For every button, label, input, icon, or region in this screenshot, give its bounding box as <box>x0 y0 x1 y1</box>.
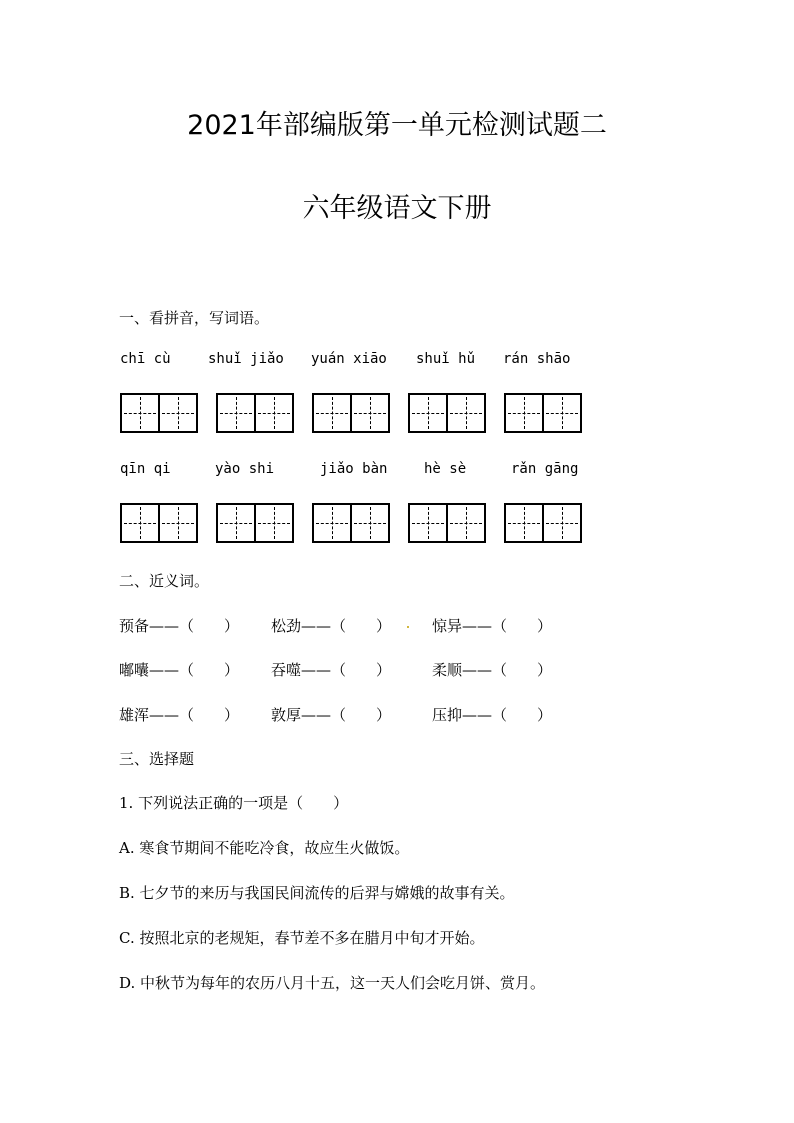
writing-cell[interactable] <box>314 505 350 541</box>
writing-grid[interactable] <box>312 503 390 543</box>
writing-grid[interactable] <box>504 503 582 543</box>
writing-cell[interactable] <box>218 505 254 541</box>
writing-grid[interactable] <box>408 503 486 543</box>
synonym-item: 吞噬——（ ） <box>271 661 392 679</box>
writing-cell[interactable] <box>254 395 292 431</box>
pinyin-label: qīn qi <box>120 461 171 477</box>
writing-cell[interactable] <box>350 395 388 431</box>
writing-cell[interactable] <box>158 505 196 541</box>
writing-grid[interactable] <box>216 393 294 433</box>
writing-cell[interactable] <box>446 505 484 541</box>
writing-cell[interactable] <box>254 505 292 541</box>
writing-grid[interactable] <box>120 503 198 543</box>
writing-cell[interactable] <box>122 395 158 431</box>
pinyin-label: shuǐ hǔ <box>416 351 476 367</box>
writing-grid[interactable] <box>504 393 582 433</box>
writing-cell[interactable] <box>314 395 350 431</box>
writing-grid[interactable] <box>312 393 390 433</box>
question-text: 1. 下列说法正确的一项是（ ） <box>119 794 349 812</box>
pinyin-label: jiǎo bàn <box>320 461 388 477</box>
writing-cell[interactable] <box>506 505 542 541</box>
pinyin-label: rán shāo <box>503 351 571 367</box>
writing-cell[interactable] <box>410 395 446 431</box>
writing-grid[interactable] <box>408 393 486 433</box>
section3-heading: 三、选择题 <box>119 750 195 768</box>
writing-cell[interactable] <box>158 395 196 431</box>
writing-grid[interactable] <box>216 503 294 543</box>
synonym-item: 雄浑——（ ） <box>119 706 240 724</box>
option-a: A. 寒食节期间不能吃冷食，故应生火做饭。 <box>119 839 410 857</box>
writing-cell[interactable] <box>350 505 388 541</box>
writing-cell[interactable] <box>410 505 446 541</box>
pinyin-label: rǎn gāng <box>511 461 579 477</box>
document-subtitle: 六年级语文下册 <box>302 193 492 224</box>
synonym-item: 敦厚——（ ） <box>271 706 392 724</box>
writing-cell[interactable] <box>122 505 158 541</box>
synonym-item: 松劲——（ ） <box>271 617 392 635</box>
writing-cell[interactable] <box>506 395 542 431</box>
pinyin-label: shuǐ jiǎo <box>208 351 284 367</box>
option-d: D. 中秋节为每年的农历八月十五，这一天人们会吃月饼、赏月。 <box>119 974 546 992</box>
synonym-item: 嘟囔——（ ） <box>119 661 240 679</box>
writing-cell[interactable] <box>542 505 580 541</box>
synonym-item: 压抑——（ ） <box>432 706 553 724</box>
section1-heading: 一、看拼音，写词语。 <box>119 309 270 327</box>
synonym-item: 柔顺——（ ） <box>432 661 553 679</box>
option-b: B. 七夕节的来历与我国民间流传的后羿与嫦娥的故事有关。 <box>119 884 515 902</box>
pinyin-label: hè sè <box>424 461 467 477</box>
option-c: C. 按照北京的老规矩，春节差不多在腊月中旬才开始。 <box>119 929 485 947</box>
document-title: 2021年部编版第一单元检测试题二 <box>187 110 607 141</box>
pinyin-label: yào shi <box>215 461 275 477</box>
pinyin-label: chī cù <box>120 351 171 367</box>
synonym-item: 惊异——（ ） <box>432 617 553 635</box>
pinyin-label: yuán xiāo <box>311 351 387 367</box>
section2-heading: 二、近义词。 <box>119 572 210 590</box>
synonym-item: 预备——（ ） <box>119 617 240 635</box>
writing-cell[interactable] <box>446 395 484 431</box>
writing-grid[interactable] <box>120 393 198 433</box>
writing-cell[interactable] <box>218 395 254 431</box>
writing-cell[interactable] <box>542 395 580 431</box>
ink-dot <box>407 626 409 628</box>
